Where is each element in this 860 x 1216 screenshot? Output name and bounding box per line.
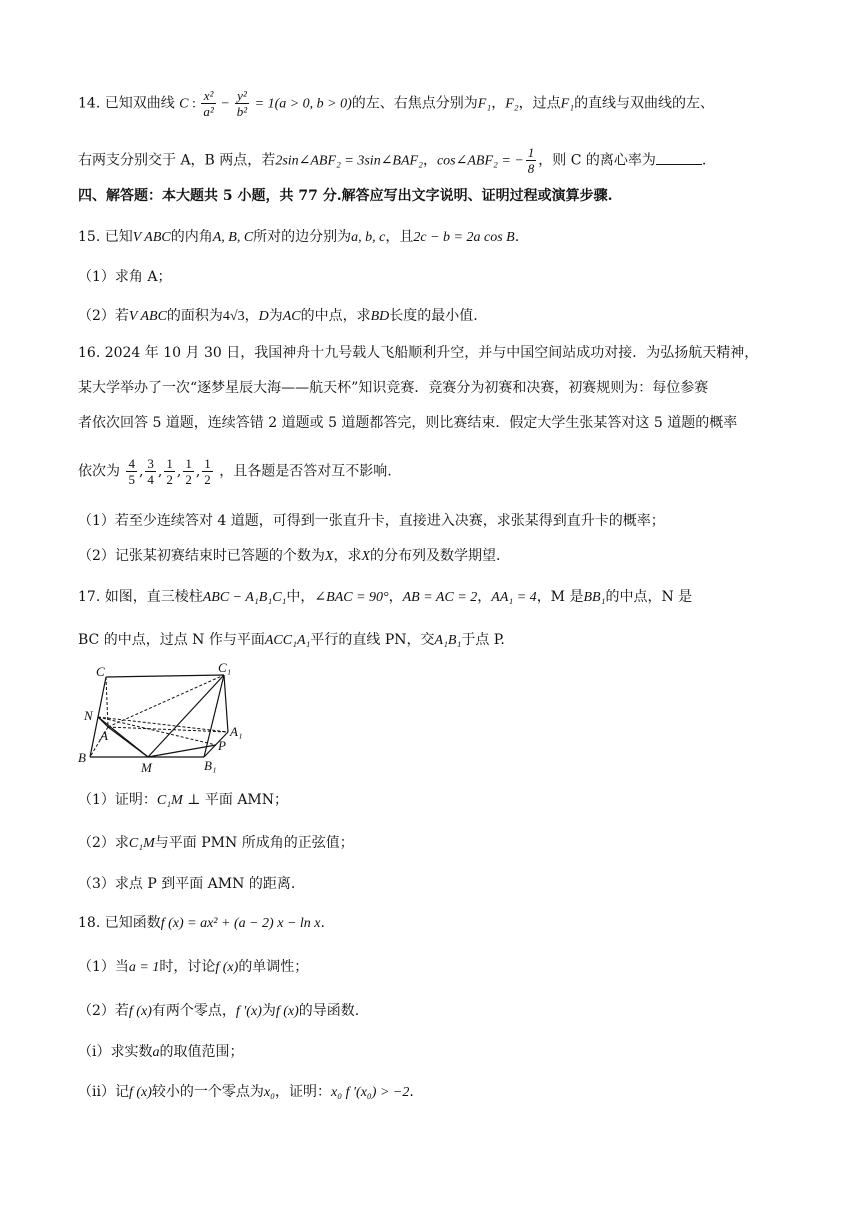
q15-BD: BD [370, 309, 390, 324]
q18-i-a: （i）求实数 [78, 1044, 153, 1060]
q18-a-eq-1: a = 1 [128, 960, 160, 975]
q14-F1: F₁ [477, 96, 492, 112]
q14-frac3-den: 8 [527, 161, 535, 176]
q18-l1-a: 18. 已知函数 [78, 915, 161, 931]
q17-prism: ABC − A₁B₁C₁ [202, 590, 287, 605]
prism-figure [78, 662, 258, 777]
q17-p1-a: （1）证明： [78, 792, 157, 808]
q15-p2-c: ， [244, 308, 259, 324]
q16-p2-b: ，求 [333, 548, 362, 564]
q16-prob-1-den: 5 [128, 472, 135, 487]
q16-prob-3-num: 1 [166, 456, 173, 471]
q18-p2-b: 有两个零点， [151, 1003, 236, 1019]
q18-part2-ii [78, 1082, 414, 1103]
q17-angle: ∠BAC = 90° [314, 590, 389, 605]
q14-frac1-num: x² [201, 88, 215, 104]
q15-p2-d: 为 [268, 308, 283, 324]
label-A1: A₁ [230, 724, 243, 739]
q17-c1m: C₁M [156, 793, 183, 808]
q18-line1 [78, 913, 325, 934]
label-C: C [96, 664, 105, 679]
q15-p2-b: 的面积为 [166, 308, 223, 324]
q18-fx3: f (x) [275, 1004, 299, 1019]
q17-c1m2: C₁M [128, 836, 155, 851]
q18-fx1: f (x) [215, 960, 239, 975]
q15-stem-e: . [514, 229, 520, 245]
q14-prefix: 14. 已知双曲线 [78, 95, 175, 112]
q16-line1: 16. 2024 年 10 月 30 日，我国神舟十九号载人飞船顺利升空，并与中国空间站成功对接．为弘扬航天精神， [78, 345, 759, 361]
q17-a1b1: A₁B₁ [434, 633, 462, 648]
q16-prob-1 [126, 456, 137, 487]
q17-line1 [78, 587, 692, 608]
q14-line1 [78, 88, 714, 119]
q18-part2 [78, 1001, 359, 1022]
q15-equation: 2c − b = 2a cos B [413, 230, 515, 245]
q14-minus: − [217, 96, 233, 112]
q18-p1-a: （1）当 [78, 959, 129, 975]
q18-ii-d: . [409, 1084, 414, 1100]
q17-part3: （3）求点 P 到平面 AMN 的距离. [78, 876, 296, 892]
q14-frac2 [235, 88, 249, 119]
q15-stem-d: ，且 [385, 229, 414, 245]
q16-l4-b: ，且各题是否答对互不影响. [219, 463, 392, 480]
section-title: 四、解答题：本大题共 5 小题，共 77 分.解答应写出文字说明、证明过程或演算步骤. [78, 188, 613, 204]
q17-l1-b: 中， [286, 589, 315, 605]
q16-line3: 者依次回答 5 道题，连续答错 2 道题或 5 道题都答完，则比赛结束．假定大学生张某答对这 5 道题的概率 [78, 415, 738, 431]
q17-l1-e: ，M 是 [536, 589, 584, 605]
q18-function: f (x) = ax² + (a − 2) x − ln x [160, 916, 321, 931]
q14-line2-b: ， [422, 152, 437, 169]
q15-stem-a: 15. 已知 [78, 229, 133, 245]
q16-part1: （1）若至少连续答对 4 道题，可得到一张直升卡，直接进入决赛，求张某得到直升卡的概率； [78, 513, 665, 529]
q14-mid1: 的左、右焦点分别为 [351, 95, 478, 112]
q18-a: a [152, 1045, 160, 1060]
q18-p2-d: 的导函数. [298, 1003, 360, 1019]
q14-frac1-den: a² [203, 104, 214, 119]
q18-l1-b: . [320, 915, 325, 931]
q16-prob-2-num: 3 [147, 456, 154, 471]
q15-triangle2: V ABC [128, 309, 167, 324]
q17-p2-b: 与平面 PMN 所成角的正弦值； [154, 835, 354, 851]
q18-fprime: f ′(x) [235, 1004, 262, 1019]
q14-frac2-den: b² [236, 104, 248, 119]
q15-angles: A, B, C [212, 230, 254, 245]
q17-part2 [78, 833, 354, 854]
q17-plane: ACC₁A₁ [264, 633, 311, 648]
q16-part2 [78, 546, 500, 567]
q14-line2 [78, 145, 706, 176]
q14-answer-blank [656, 164, 702, 165]
q15-p2-a: （2）若 [78, 308, 129, 324]
q16-prob-4-den: 2 [185, 472, 192, 487]
q14-cond2: cos∠ABF₂ = − [436, 153, 524, 169]
q16-p2-c: 的分布列及数学期望. [370, 548, 501, 564]
q15-p2-f: 长度的最小值. [389, 308, 478, 324]
q18-inequality: x₀ f ′(x₀) > −2 [331, 1085, 410, 1100]
q15-stem-c: 所对的边分别为 [253, 229, 352, 245]
q16-prob-2 [145, 456, 156, 487]
q17-l1-d: ， [477, 589, 492, 605]
label-C1: C₁ [218, 662, 232, 675]
q18-ii-c: ，证明： [275, 1084, 331, 1100]
q17-p2-a: （2）求 [78, 835, 129, 851]
q16-line2: 某大学举办了一次“逐梦星辰大海——航天杯”知识竞赛．竞赛分为初赛和决赛，初赛规则为：每位参赛 [78, 380, 709, 396]
seg-A-C1-hidden [108, 675, 224, 727]
q18-ii-a: （ii）记 [78, 1084, 129, 1100]
edge-C-C1 [106, 675, 224, 677]
q17-l1-f: 的中点，N 是 [605, 589, 693, 605]
q15-p2-e: 的中点，求 [300, 308, 371, 324]
q15-area: 4√3 [222, 309, 245, 324]
q17-aa1: AA₁ = 4 [491, 590, 537, 605]
q17-l2-a: BC 的中点，过点 N 作与平面 [78, 632, 265, 648]
q18-i-b: 的取值范围； [159, 1044, 244, 1060]
q15-stem [78, 227, 519, 248]
label-N: N [84, 708, 93, 723]
q18-p1-c: 的单调性； [238, 959, 309, 975]
q17-l2-c: 于点 P. [461, 632, 505, 648]
q14-tail1: 的直线与双曲线的左、 [574, 95, 715, 112]
q18-fx4: f (x) [128, 1085, 152, 1100]
q16-prob-4 [183, 456, 194, 487]
q16-prob-5-den: 2 [204, 472, 211, 487]
q18-x0: x₀ [263, 1085, 275, 1100]
q15-D: D [258, 309, 269, 324]
q16-prob-4-num: 1 [185, 456, 192, 471]
q14-line2-end: . [701, 152, 707, 169]
q18-part2-i [78, 1042, 243, 1063]
label-P: P [218, 738, 226, 753]
q16-X2: X [361, 549, 371, 564]
label-B1: B₁ [204, 758, 217, 773]
q15-stem-b: 的内角 [170, 229, 213, 245]
q17-part1 [78, 790, 288, 811]
q17-bb1: BB₁ [583, 590, 606, 605]
q15-part1: （1）求角 A； [78, 269, 172, 285]
q16-prob-5-num: 1 [204, 456, 211, 471]
q14-frac3 [526, 145, 537, 176]
q16-X1: X [324, 549, 334, 564]
q14-F1b: F₁ [560, 96, 575, 112]
q14-eq-cond: = 1(a > 0, b > 0) [251, 96, 352, 112]
label-A: A [100, 728, 108, 743]
q17-p1-b: ⊥ 平面 AMN； [182, 792, 289, 808]
q16-prob-3-den: 2 [166, 472, 173, 487]
q15-AC: AC [282, 309, 301, 324]
q16-prob-1-num: 4 [128, 456, 135, 471]
q16-l4-a: 依次为 [78, 463, 120, 480]
q18-p1-b: 时，讨论 [159, 959, 216, 975]
label-M: M [141, 760, 152, 775]
q14-mid2: ，过点 [518, 95, 561, 112]
edge-C1-A1 [224, 675, 228, 732]
q15-part2 [78, 306, 478, 327]
seg-A-M [108, 727, 148, 757]
q18-ii-b: 较小的一个零点为 [151, 1084, 264, 1100]
q15-sides: a, b, c [351, 230, 386, 245]
q14-curve: C [179, 96, 189, 112]
q16-prob-2-den: 4 [147, 472, 154, 487]
q17-line2 [78, 630, 505, 651]
q18-fx2: f (x) [128, 1004, 152, 1019]
q14-line2-c: ，则 C 的离心率为 [538, 152, 656, 169]
q17-l1-c: ， [388, 589, 403, 605]
q16-line4: 依次为 $\frac{4}{5}$ , $\frac{3}{4}$ , $\frac{1}{2}$ , $\frac{1}{2}$ , $\frac{1}{2}$ ，且各题是否答对互不影响. [78, 456, 392, 487]
q14-frac2-num: y² [235, 88, 249, 104]
q17-l2-b: 平行的直线 PN，交 [310, 632, 435, 648]
q15-triangle1: V ABC [132, 230, 171, 245]
q14-line2-a: 右两支分别交于 A，B 两点，若 [78, 152, 276, 169]
q14-cond1: 2sin∠ABF₂ = 3sin∠BAF₂ [275, 153, 423, 169]
q14-colon: : [188, 96, 200, 112]
q14-frac3-num: 1 [527, 145, 535, 160]
q16-p2-a: （2）记张某初赛结束时已答题的个数为 [78, 548, 325, 564]
q18-part1 [78, 957, 308, 978]
q14-F2: F₂ [505, 96, 519, 112]
q18-p2-a: （2）若 [78, 1003, 129, 1019]
q18-p2-c: 为 [261, 1003, 276, 1019]
q17-l1-a: 17. 如图，直三棱柱 [78, 589, 203, 605]
q14-frac1 [201, 88, 215, 119]
q17-ab-ac: AB = AC = 2 [402, 590, 478, 605]
q16-prob-3 [164, 456, 175, 487]
q14-comma: ， [491, 95, 506, 112]
label-B: B [78, 750, 86, 765]
q16-prob-5 [202, 456, 213, 487]
